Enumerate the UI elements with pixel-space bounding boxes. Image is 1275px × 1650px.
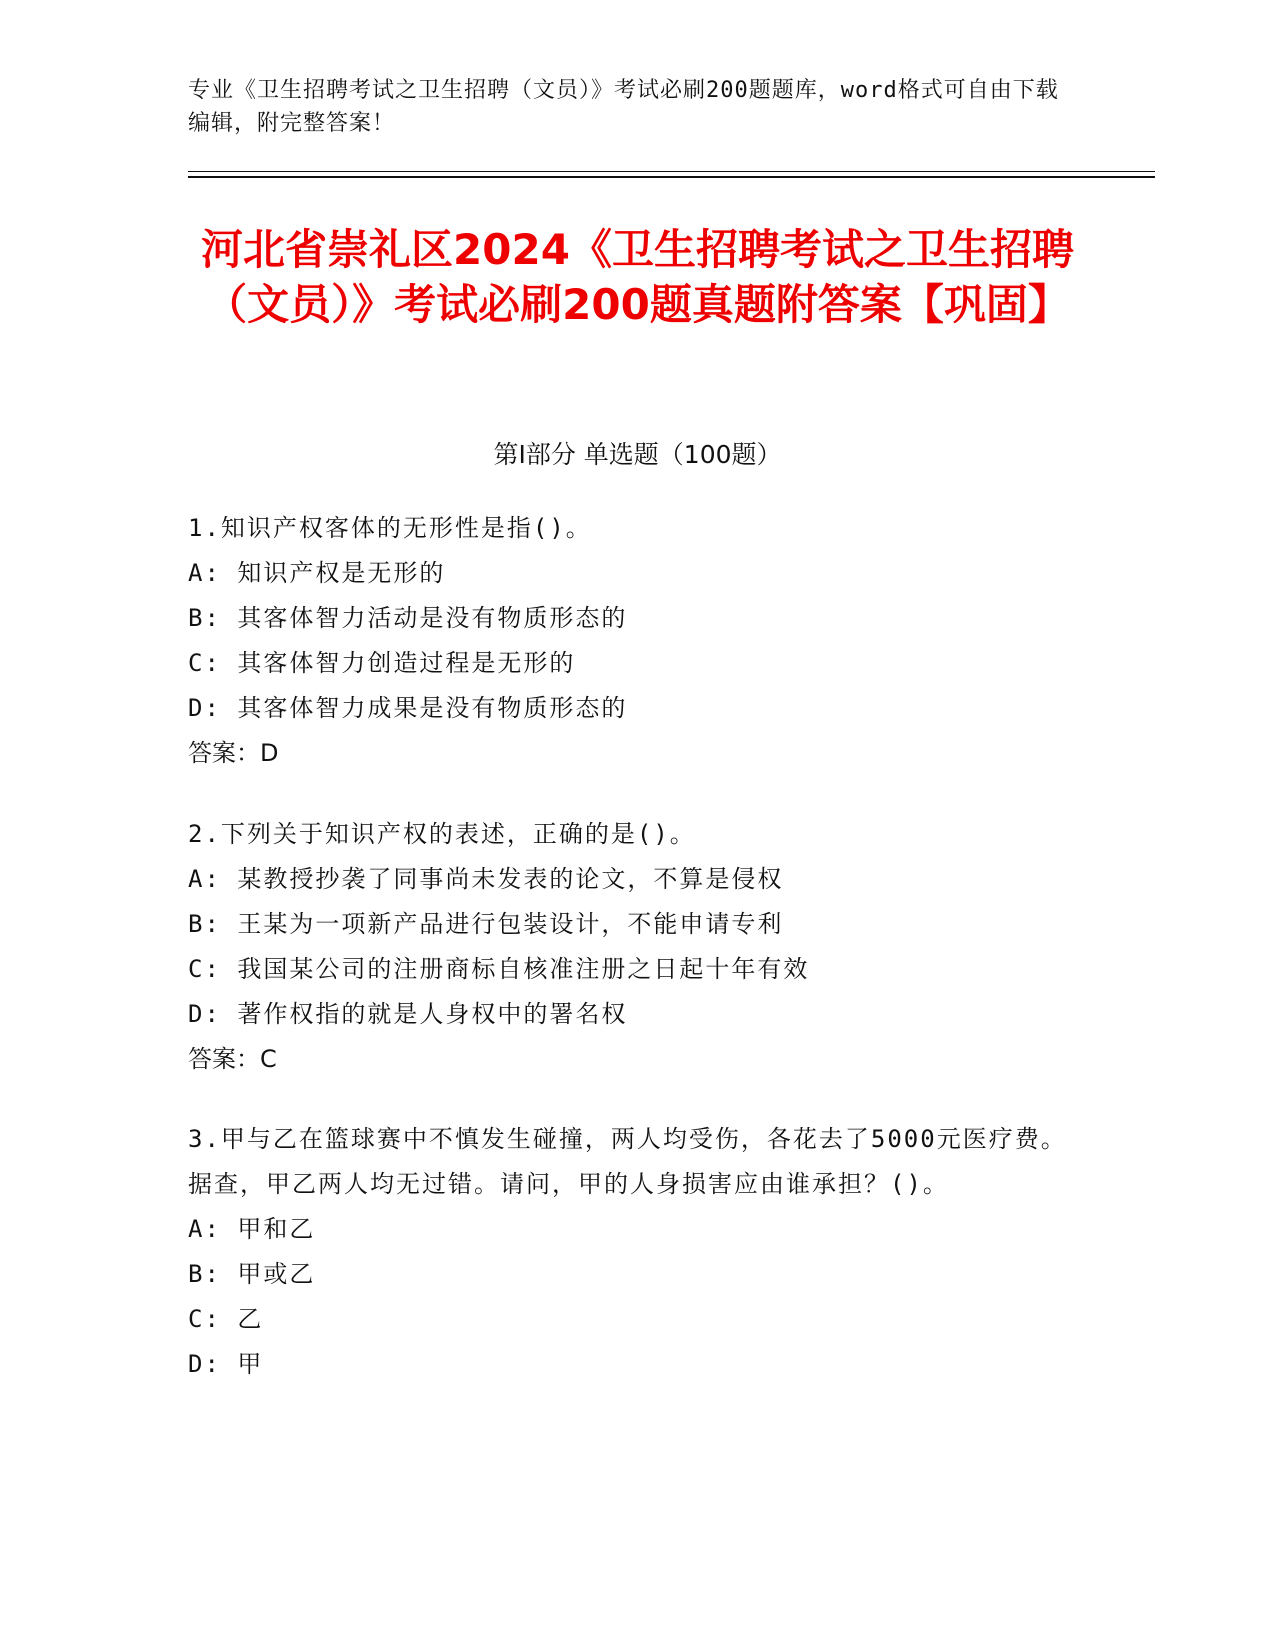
question-1 (188, 506, 1088, 776)
section-heading: 第Ⅰ部分 单选题（100题） (493, 440, 782, 469)
question-stem: 3.甲与乙在篮球赛中不慎发生碰撞，两人均受伤，各花去了5000元医疗费。据查，甲乙两人均无过错。请问，甲的人身损害应由谁承担？()。 (188, 1125, 1067, 1198)
header-rule-thick (188, 176, 1155, 178)
answer: 答案：D (188, 739, 279, 767)
document-title: 河北省崇礼区2024《卫生招聘考试之卫生招聘（文员）》考试必刷200题真题附答案【巩固】 (201, 225, 1074, 329)
option-b: B: 其客体智力活动是没有物质形态的 (188, 604, 628, 632)
option-c: C: 其客体智力创造过程是无形的 (188, 649, 576, 677)
option-a: A: 甲和乙 (188, 1215, 316, 1243)
answer: 答案：C (188, 1045, 277, 1073)
option-b: B: 王某为一项新产品进行包装设计，不能申请专利 (188, 910, 784, 938)
option-a: A: 某教授抄袭了同事尚未发表的论文，不算是侵权 (188, 865, 784, 893)
option-c: C: 我国某公司的注册商标自核准注册之日起十年有效 (188, 955, 810, 983)
question-2 (188, 812, 1088, 1082)
option-c: C: 乙 (188, 1305, 264, 1333)
option-d: D: 著作权指的就是人身权中的署名权 (188, 1000, 628, 1028)
question-stem: 1.知识产权客体的无形性是指()。 (188, 514, 592, 542)
question-3 (188, 1117, 1088, 1387)
option-a: A: 知识产权是无形的 (188, 559, 446, 587)
option-b: B: 甲或乙 (188, 1260, 316, 1288)
header-rule-thin (188, 171, 1155, 172)
option-d: D: 甲 (188, 1350, 264, 1378)
option-d: D: 其客体智力成果是没有物质形态的 (188, 694, 628, 722)
header-note: 专业《卫生招聘考试之卫生招聘（文员）》考试必刷200题题库，word格式可自由下载编辑，附完整答案！ (188, 78, 1059, 136)
question-stem: 2.下列关于知识产权的表述，正确的是()。 (188, 820, 696, 848)
